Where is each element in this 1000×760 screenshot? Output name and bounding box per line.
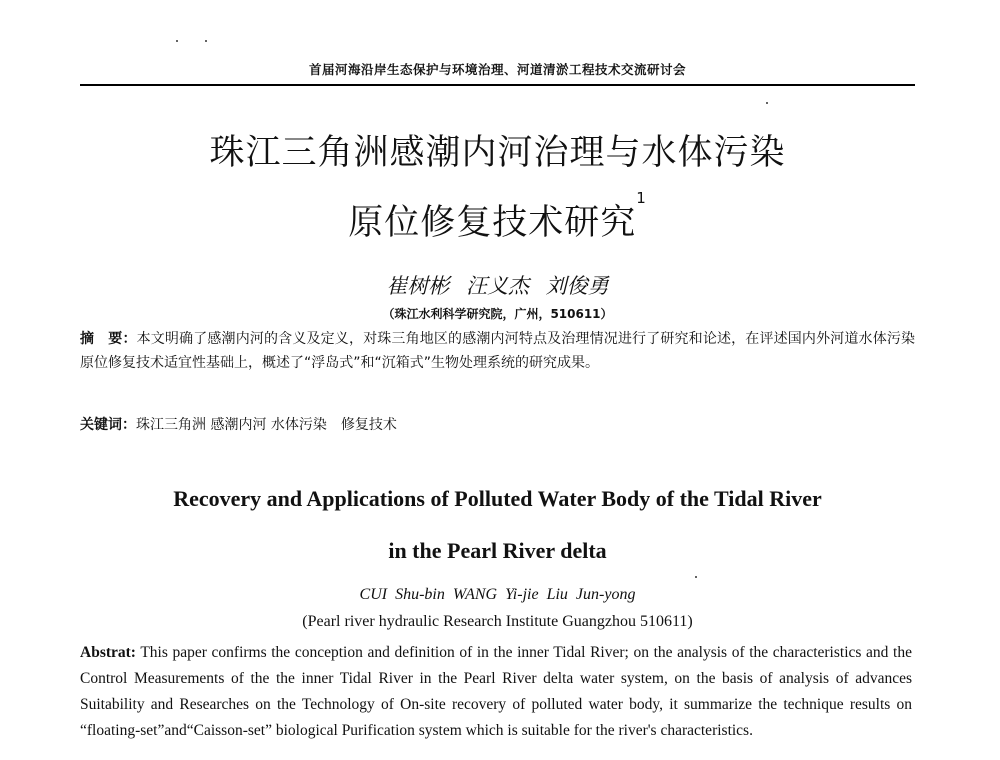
- english-affiliation: (Pearl river hydraulic Research Institute Guangzhou 510611): [302, 613, 693, 630]
- scan-speck: [176, 40, 178, 42]
- english-abstract-label: Abstrat:: [80, 644, 136, 661]
- scan-speck: [766, 102, 768, 104]
- running-header: 首届河海沿岸生态保护与环境治理、河道清淤工程技术交流研讨会: [308, 62, 686, 77]
- scan-speck: [695, 576, 697, 578]
- english-title-line-1: Recovery and Applications of Polluted Water Body of the Tidal River: [173, 486, 822, 511]
- chinese-keywords-text: 珠江三角洲 感潮内河 水体污染 修复技术: [136, 417, 397, 433]
- footnote-marker: 1: [636, 189, 647, 207]
- chinese-authors: 崔树彬 汪义杰 刘俊勇: [386, 274, 609, 298]
- chinese-keywords: [80, 413, 915, 437]
- english-authors: CUI Shu-bin WANG Yi-jie Liu Jun-yong: [359, 586, 636, 603]
- chinese-abstract: [80, 327, 915, 375]
- english-title-line-2: in the Pearl River delta: [388, 538, 607, 563]
- chinese-abstract-label: 摘 要：: [80, 331, 137, 347]
- english-abstract-text: This paper confirms the conception and definition of in the inner Tidal River; on the analysis of the characteristics and the Control Measurements of the the inner Tidal River in the Pearl River delta water system, on the basis of analysis of advances Suitability and Researches on the Technology of On-site recovery of polluted water body, it summarize the technique results on “floating-set”and“Caisson-set” biological Purification system which is suitable for the river's characteristics.: [80, 644, 912, 739]
- chinese-affiliation: （珠江水利科学研究院，广州，510611）: [382, 307, 613, 321]
- english-abstract: [80, 640, 912, 744]
- scan-speck: [205, 40, 207, 42]
- chinese-abstract-text: 本文明确了感潮内河的含义及定义，对珠三角地区的感潮内河特点及治理情况进行了研究和论述，在评述国内外河道水体污染原位修复技术适宜性基础上，概述了“浮岛式”和“沉箱式”生物处理系统的研究成果。: [80, 331, 916, 371]
- header-rule: [80, 84, 915, 86]
- chinese-keywords-label: 关键词：: [80, 417, 136, 433]
- chinese-title-line-1: 珠江三角洲感潮内河治理与水体污染: [209, 133, 786, 173]
- chinese-title-line-2-text: 原位修复技术研究: [348, 203, 637, 243]
- chinese-title-line-2: [80, 189, 915, 245]
